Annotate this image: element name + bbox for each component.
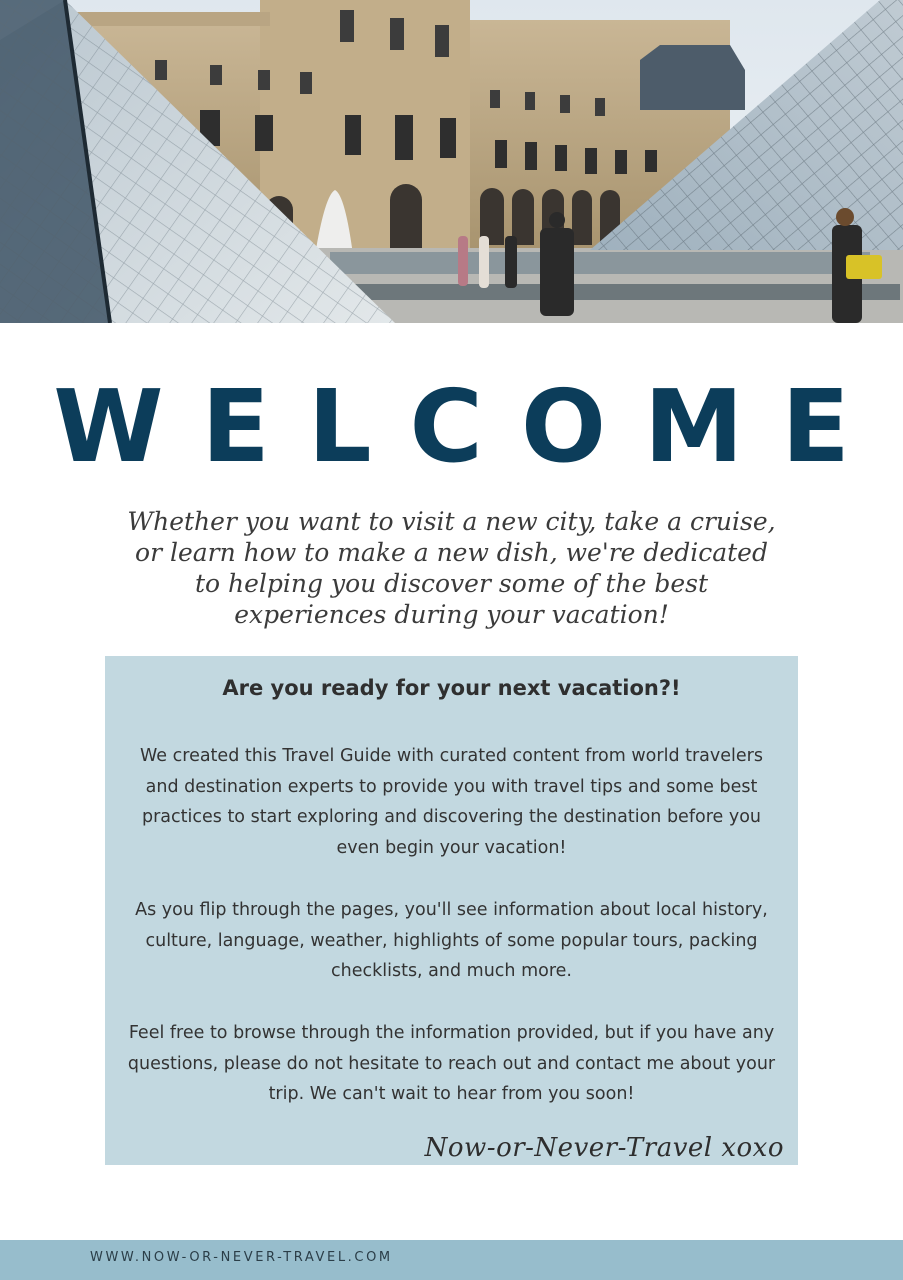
welcome-heading: WELCOME [53,368,888,485]
info-paragraph: We created this Travel Guide with curated content from world travelers and destination experts to provide you with travel tips and some best practices to start exploring and discovering the destination before you even begin your vacation! [140,746,763,859]
info-box-title: Are you ready for your next vacation?! [222,676,681,700]
info-paragraph: Feel free to browse through the information provided, but if you have any questions, please do not hesitate to reach out and contact me about your trip. We can't wait to hear from you soon! [127,1023,776,1105]
info-paragraph: As you flip through the pages, you'll see information about local history, culture, language, weather, highlights of some popular tours, packing checklists, and much more. [135,900,768,982]
hero-photo [0,0,903,323]
footer-website-link[interactable]: WWW.NOW-OR-NEVER-TRAVEL.COM [90,1250,393,1265]
footer-bar [0,1240,903,1280]
intro-text: Whether you want to visit a new city, take a cruise, or learn how to make a new dish, we're dedicated to helping you discover some of the best experiences during your vacation! [127,507,776,629]
louvre-pyramid-illustration [0,0,903,323]
info-box [105,656,798,1165]
signature: Now-or-Never-Travel xoxo [424,1133,784,1163]
